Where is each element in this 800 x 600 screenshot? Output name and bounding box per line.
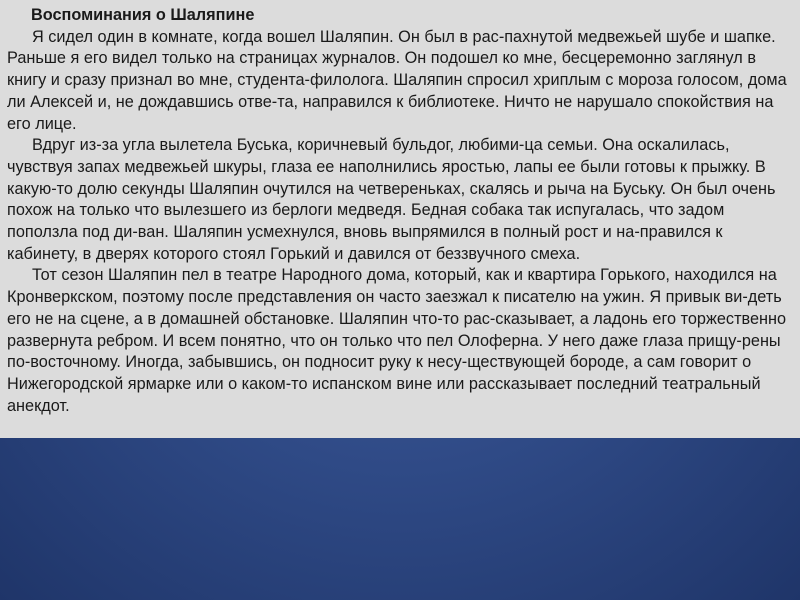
paragraph-3: Тот сезон Шаляпин пел в театре Народного дома, который, как и квартира Горького, находился на Кронверкском, поэтому после представления он часто заезжал к писателю на ужин. Я привык ви-деть его не на сцене, а в домашней обстановке. Шаляпин что-то рас-сказывает, а ладонь его торжественно развернута ребром. И всем понятно, что он только что пел Олоферна. У него даже глаза прищу-рены по-восточному. Иногда, забывшись, он подносит руку к несу-ществующей бороде, а сам говорит о Нижегородской ярмарке или о каком-то испанском вине или рассказывает последний театральный анекдот. — [7, 266, 787, 415]
document-title: Воспоминания о Шаляпине — [31, 6, 255, 24]
paragraph-2: Вдруг из-за угла вылетела Буська, коричневый бульдог, любими-ца семьи. Она оскалилась, чувствуя запах медвежьей шкуры, глаза ее наполнились яростью, лапы ее были готовы к прыжку. В какую-то долю секунды Шаляпин очутился на четвереньках, скалясь и рыча на Буську. Он был очень похож на только что вылезшего из берлоги медведя. Бедная собака так испугалась, что задом поползла под ди-ван. Шаляпин усмехнулся, вновь выпрямился в полный рост и на-правился к кабинету, в дверях которого стоял Горький и давился от беззвучного смеха. — [7, 136, 776, 263]
paragraph-1: Я сидел один в комнате, когда вошел Шаляпин. Он был в рас-пахнутой медвежьей шубе и шапке. Раньше я его видел только на страницах журналов. Он подошел ко мне, бесцеремонно заглянул в книгу и сразу признал во мне, студента-филолога. Шаляпин спросил хриплым с мороза голосом, дома ли Алексей и, не дождавшись отве-та, направился к библиотеке. Ничто не нарушало спокойствия на его лице. — [7, 27, 787, 133]
